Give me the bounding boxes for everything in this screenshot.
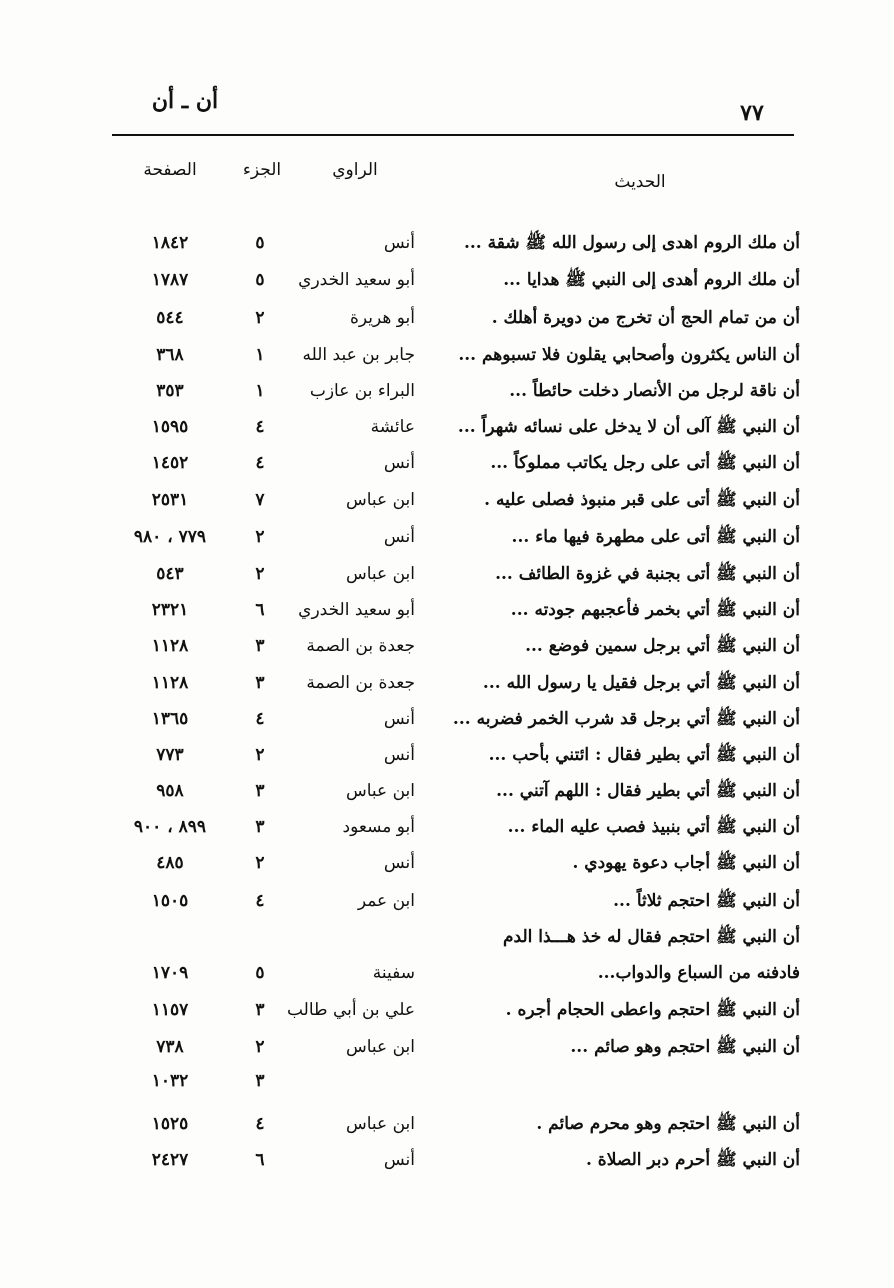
hadith-text: أن النبي ﷺ أتي بطير فقال : اللهم آتني ... [496, 781, 800, 801]
narrator-name: علي بن أبي طالب [286, 1000, 415, 1020]
volume-number: ٦ [255, 600, 265, 620]
narrator-name: أنس [383, 453, 415, 473]
hadith-text: أن النبي ﷺ أتي برجل سمين فوضع ... [525, 636, 800, 656]
index-row [0, 846, 894, 880]
volume-number: ٤ [255, 453, 265, 473]
narrator-name: أنس [383, 527, 415, 547]
index-row [0, 301, 894, 335]
volume-number: ٣ [255, 673, 265, 693]
narrator-name: أبو مسعود [342, 817, 415, 837]
page-reference: ٥٤٤ [156, 308, 184, 328]
narrator-name: ابن عمر [357, 891, 415, 911]
hadith-text: أن النبي ﷺ احتجم وهو محرم صائم . [536, 1114, 800, 1134]
hadith-text: أن النبي ﷺ أتى على رجل يكاتب مملوكاً ... [490, 453, 800, 473]
page-reference: ٧٧٣ [156, 745, 184, 765]
volume-number: ١ [255, 381, 265, 401]
index-row [0, 593, 894, 627]
volume-number: ٢ [255, 745, 265, 765]
volume-number: ٣ [255, 636, 265, 656]
hadith-text: أن النبي ﷺ أتى بجنبة في غزوة الطائف ... [495, 564, 800, 584]
volume-number: ٥ [255, 270, 265, 290]
narrator-name: البراء بن عازب [309, 381, 415, 401]
volume-number: ٦ [255, 1150, 265, 1170]
volume-number: ٤ [255, 1114, 265, 1134]
narrator-name: أنس [383, 233, 415, 253]
page-reference: ١٥٩٥ [151, 417, 189, 437]
hadith-text: أن ناقة لرجل من الأنصار دخلت حائطاً ... [509, 381, 800, 401]
hadith-text: أن النبي ﷺ آلى أن لا يدخل على نسائه شهراً ... [457, 417, 800, 437]
hadith-text: أن النبي ﷺ أتى على مطهرة فيها ماء ... [511, 527, 800, 547]
page-reference: ٣٥٣ [156, 381, 184, 401]
page-reference: ١٧٠٩ [151, 963, 189, 983]
volume-number: ٤ [255, 891, 265, 911]
index-row [0, 338, 894, 372]
hadith-text: أن الناس يكثرون وأصحابي يقلون فلا تسبوهم ... [458, 345, 800, 365]
index-row [0, 666, 894, 700]
page-reference: ١٧٨٧ [151, 270, 189, 290]
narrator-name: أنس [383, 745, 415, 765]
index-row [0, 920, 894, 954]
hadith-text: أن ملك الروم أهدى إلى النبي ﷺ هدايا ... [503, 270, 800, 290]
page-reference: ٧٧٩ ، ٩٨٠ [133, 527, 207, 547]
narrator-name: أنس [383, 853, 415, 873]
narrator-name: ابن عباس [345, 1037, 415, 1057]
page-reference: ٨٩٩ ، ٩٠٠ [133, 817, 207, 837]
page-reference: ٢٤٢٧ [151, 1150, 189, 1170]
page-reference: ١١٥٧ [151, 1000, 189, 1020]
hadith-text: أن من تمام الحج أن تخرج من دويرة أهلك . [491, 308, 800, 328]
volume-number: ٢ [255, 853, 265, 873]
page-number: ٧٧ [740, 100, 764, 126]
volume-number: ١ [255, 345, 265, 365]
volume-number: ٢ [255, 308, 265, 328]
column-header-page: الصفحة [143, 160, 197, 180]
page-reference: ٣٦٨ [156, 345, 184, 365]
index-row [0, 1030, 894, 1064]
index-row [0, 629, 894, 663]
narrator-name: جعدة بن الصمة [306, 636, 415, 656]
hadith-text: أن النبي ﷺ أتي برجل قد شرب الخمر فضربه ... [452, 709, 800, 729]
hadith-text: أن النبي ﷺ احتجم فقال له خذ هـــذا الدم [503, 927, 800, 947]
page-reference: ٩٥٨ [156, 781, 184, 801]
page-reference: ١٨٤٢ [151, 233, 189, 253]
page-reference [110, 920, 230, 954]
index-row [0, 483, 894, 517]
narrator-name: أبو سعيد الخدري [298, 270, 415, 290]
column-header-volume: الجزء [242, 160, 282, 180]
hadith-text: أن النبي ﷺ احتجم واعطى الحجام أجره . [505, 1000, 800, 1020]
volume-number: ٥ [255, 233, 265, 253]
volume-number: ٧ [255, 490, 265, 510]
narrator-name: ابن عباس [345, 490, 415, 510]
page-reference: ٢٥٣١ [151, 490, 189, 510]
index-row [0, 520, 894, 554]
volume-number: ٤ [255, 417, 265, 437]
hadith-text: أن النبي ﷺ احتجم وهو صائم ... [570, 1037, 800, 1057]
page-reference: ١٥٠٥ [151, 891, 189, 911]
hadith-text: فادفنه من السباع والدواب... [597, 963, 800, 983]
hadith-text: أن النبي ﷺ أجاب دعوة يهودي . [572, 853, 800, 873]
index-row [0, 956, 894, 990]
hadith-text: أن النبي ﷺ أتي بطير فقال : ائتني بأحب ... [488, 745, 800, 765]
index-row [0, 1107, 894, 1141]
narrator-name: أبو هريرة [349, 308, 415, 328]
volume-number: ٢ [255, 564, 265, 584]
page-reference: ١٣٦٥ [151, 709, 189, 729]
page-reference: ١٠٣٢ [151, 1071, 189, 1091]
volume-number: ٣ [255, 1000, 265, 1020]
narrator-name: عائشة [370, 417, 415, 437]
hadith-text: أن ملك الروم اهدى إلى رسول الله ﷺ شقة ... [463, 233, 800, 253]
hadith-text: أن النبي ﷺ أتي بنبيذ فصب عليه الماء ... [507, 817, 800, 837]
index-row [0, 1064, 894, 1098]
page-reference: ١٤٥٢ [151, 453, 189, 473]
hadith-text: أن النبي ﷺ احتجم ثلاثاً ... [613, 891, 800, 911]
index-row [0, 738, 894, 772]
page-reference: ١٥٢٥ [151, 1114, 189, 1134]
page-reference: ١١٢٨ [151, 636, 189, 656]
index-row [0, 226, 894, 260]
volume-number: ٤ [255, 709, 265, 729]
column-header-narrator: الراوي [332, 160, 378, 180]
page-reference: ١١٢٨ [151, 673, 189, 693]
index-row [0, 557, 894, 591]
hadith-text [430, 1064, 800, 1098]
running-header-letters: أن ـ أن [151, 88, 219, 114]
narrator-name: أنس [383, 1150, 415, 1170]
narrator-name [285, 920, 415, 954]
narrator-name: سفينة [372, 963, 415, 983]
page-reference: ٧٣٨ [156, 1037, 184, 1057]
volume-number: ٥ [255, 963, 265, 983]
volume-number [240, 920, 280, 954]
index-row [0, 410, 894, 444]
narrator-name: ابن عباس [345, 1114, 415, 1134]
narrator-name: أبو سعيد الخدري [298, 600, 415, 620]
volume-number: ٣ [255, 1071, 265, 1091]
volume-number: ٣ [255, 781, 265, 801]
volume-number: ٢ [255, 527, 265, 547]
page-reference: ٤٨٥ [156, 853, 184, 873]
index-row [0, 774, 894, 808]
hadith-text: أن النبي ﷺ أتى على قبر منبوذ فصلى عليه . [484, 490, 800, 510]
narrator-name: جابر بن عبد الله [302, 345, 415, 365]
volume-number: ٢ [255, 1037, 265, 1057]
index-row [0, 993, 894, 1027]
index-row [0, 1143, 894, 1177]
narrator-name: ابن عباس [345, 781, 415, 801]
index-row [0, 884, 894, 918]
volume-number: ٣ [255, 817, 265, 837]
hadith-text: أن النبي ﷺ أحرم دبر الصلاة . [585, 1150, 800, 1170]
page-reference: ٢٣٢١ [151, 600, 189, 620]
column-header-hadith: الحديث [614, 172, 666, 192]
index-row [0, 702, 894, 736]
narrator-name: أنس [383, 709, 415, 729]
index-row [0, 263, 894, 297]
hadith-text: أن النبي ﷺ أتي برجل فقيل يا رسول الله ... [482, 673, 800, 693]
narrator-name: ابن عباس [345, 564, 415, 584]
page-reference: ٥٤٣ [156, 564, 184, 584]
narrator-name: جعدة بن الصمة [306, 673, 415, 693]
index-row [0, 374, 894, 408]
narrator-name [285, 1064, 415, 1098]
index-row [0, 446, 894, 480]
hadith-text: أن النبي ﷺ أتي بخمر فأعجبهم جودته ... [510, 600, 800, 620]
index-row [0, 810, 894, 844]
